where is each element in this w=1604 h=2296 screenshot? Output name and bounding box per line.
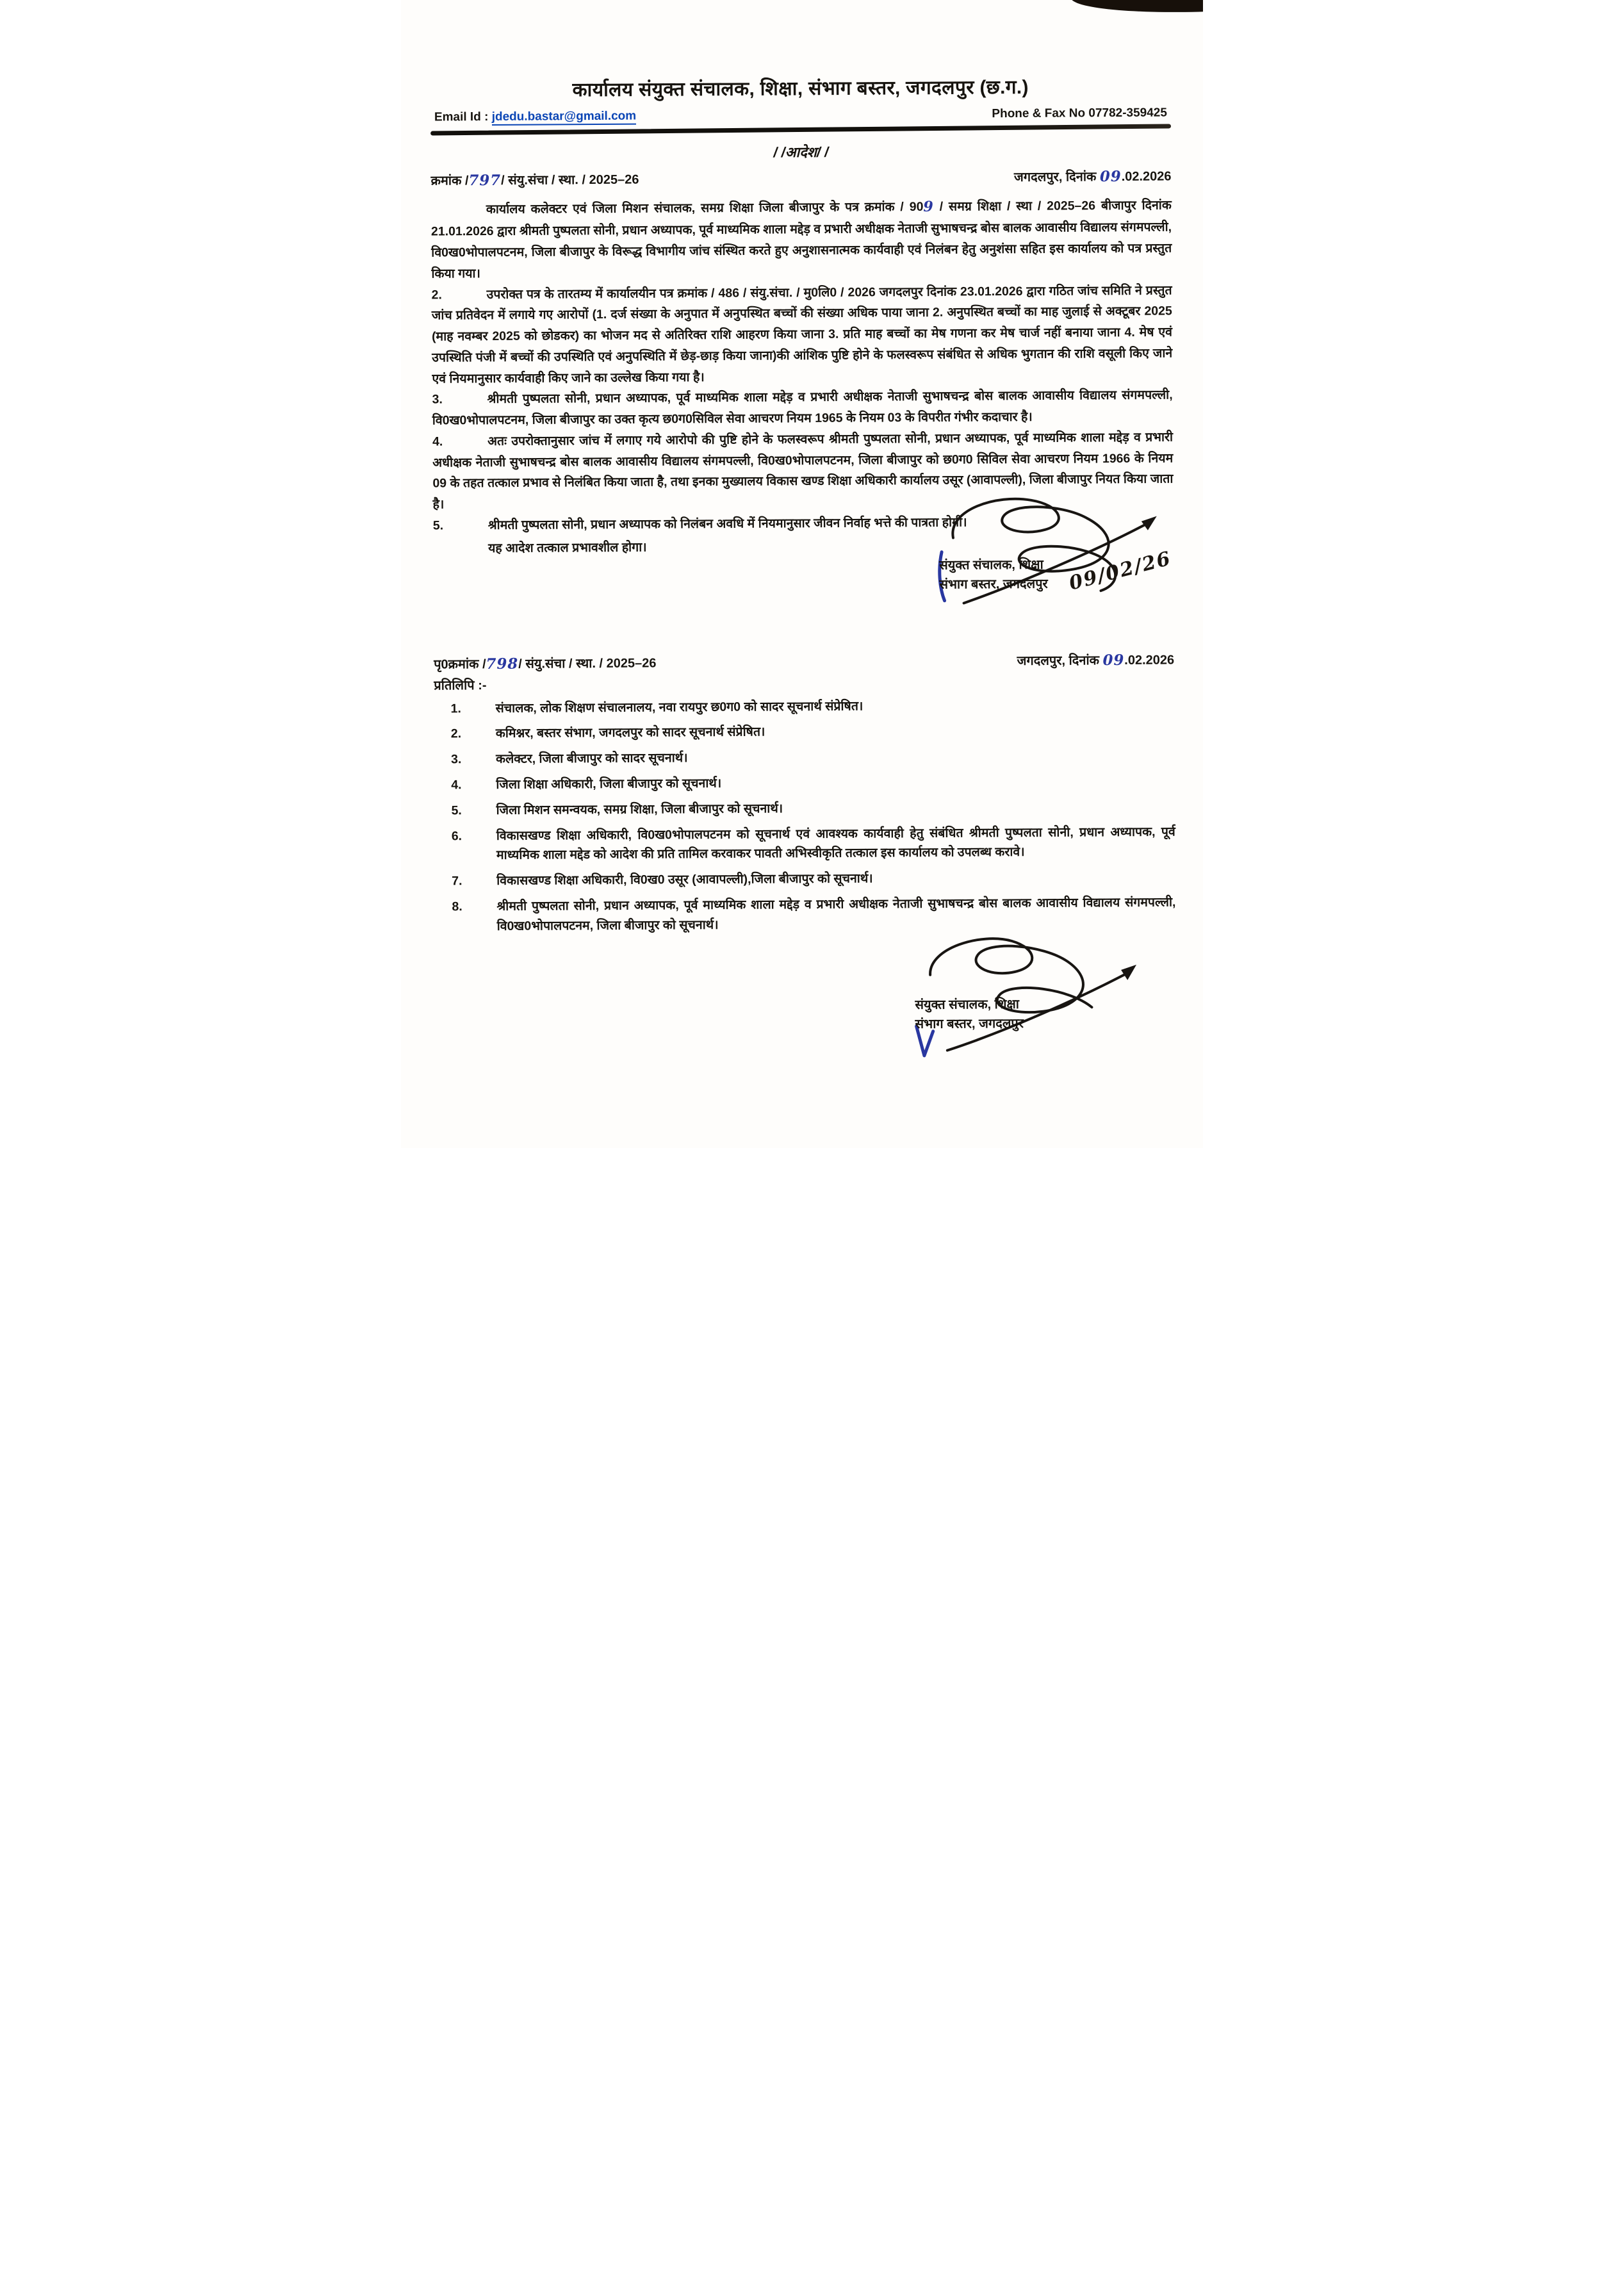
paragraph-2-number: 2.	[431, 288, 442, 302]
paragraph-3	[432, 385, 1173, 432]
endorsement-date-suffix: .02.2026	[1124, 653, 1175, 668]
letterhead-contact-row	[430, 106, 1171, 124]
handwritten-ref-number: 797	[468, 172, 502, 190]
signatory-bottom-line-2: संभाग बस्तर, जगदलपुर	[915, 1016, 1024, 1031]
paragraph-4-number: 4.	[432, 434, 443, 449]
copy-item-5-number: 5.	[451, 803, 462, 818]
date-suffix: .02.2026	[1121, 169, 1172, 184]
copy-item-7-text: विकासखण्ड शिक्षा अधिकारी, वि0ख0 उसूर (आवापल्ली),जिला बीजापुर को सूचनार्थ।	[496, 871, 873, 889]
paragraph-3-number: 3.	[432, 392, 443, 407]
paragraph-5-number: 5.	[432, 518, 444, 533]
endorsement-number-line	[434, 653, 657, 672]
paragraph-3-text: श्रीमती पुष्पलता सोनी, प्रधान अध्यापक, पूर्व माध्यमिक शाला मद्देड़ व प्रभारी अधीक्षक नेताजी सुभाषचन्द्र बोस बालक आवासीय विद्यालय संगमपल्ली, वि0ख0भोपालपटनम, जिला बीजापुर का उक्त कृत्य छ0ग0सिविल सेवा आचरण नियम 1965 के नियम 03 के विपरीत गंभीर कदाचार है।	[432, 388, 1173, 428]
paragraph-4-text: अतः उपरोक्तानुसार जांच में लगाए गये आरोपो की पुष्टि होने के फलस्वरूप श्रीमती पुष्पलता सोनी, प्रधान अध्यापक, पूर्व माध्यमिक शाला मद्देड़ व प्रभारी अधीक्षक नेताजी सुभाषचन्द्र बोस बालक आवासीय विद्यालय संगमपल्ली, वि0ख0भोपालपटनम, जिला बीजापुर को छ0ग0 सिविल सेवा आचरण नियम 1966 के नियम 09 के तहत तत्काल प्रभाव से निलंबित किया जाता है, तथा इनका मुख्यालय विकास खण्ड शिक्षा अधिकारी कार्यालय उसूर (आवापल्ली), जिला बीजापुर नियत किया जाता है।	[432, 430, 1174, 512]
document-body	[401, 0, 1203, 1087]
paragraph-5-text: श्रीमती पुष्पलता सोनी, प्रधान अध्यापक को निलंबन अवधि में नियमानुसार जीवन निर्वाह भत्ते की पात्रता होगी।	[487, 515, 967, 532]
copy-item-8-text: श्रीमती पुष्पलता सोनी, प्रधान अध्यापक, पूर्व माध्यमिक शाला मद्देड़ व प्रभारी अधीक्षक नेताजी सुभाषचन्द्र बोस बालक आवासीय विद्यालय संगमपल्ली, वि0ख0भोपालपटनम, जिला बीजापुर को सूचनार्थ।	[496, 895, 1176, 933]
copy-item-7-number: 7.	[452, 874, 462, 889]
place-date-line	[1014, 167, 1172, 184]
paragraph-2	[432, 280, 1173, 390]
copy-item-7	[435, 867, 1175, 892]
email-label: Email Id :	[434, 110, 492, 124]
paragraph-1-pre: कार्यालय कलेक्टर एवं जिला मिशन संचालक, समग्र शिक्षा जिला बीजापुर के पत्र क्रमांक / 90	[486, 199, 924, 217]
handwritten-date-day: 09	[1099, 168, 1122, 186]
copy-item-2-number: 2.	[450, 726, 462, 741]
copy-item-3	[434, 746, 1175, 770]
paragraph-2-text: उपरोक्त पत्र के तारतम्य में कार्यालयीन पत्र क्रमांक / 486 / संयु.संचा. / मु0लि0 / 2026 जगदलपुर दिनांक 23.01.2026 द्वारा गठित जांच समिति ने प्रस्तुत जांच प्रतिवेदन में लगाये गए आरोपों (1. दर्ज संख्या के अनुपात में अनुपस्थित बच्चों की संख्या अधिक पाया जाना 2. अनुपस्थित बच्चों का माह जुलाई से अक्टूबर 2025 (माह नवम्बर 2025 को छोडकर) का भोजन मद से अतिरिक्त राशि आहरण किया जाना 3. प्रति माह बच्चों का मेष गणना कर मेष चार्ज नहीं बनाया जाना 4. मेष एवं उपस्थिति पंजी में बच्चों की उपस्थिति एवं अनुपस्थिति में छेड़-छाड़ किया जाना)की आंशिक पुष्टि होने के फलस्वरूप संबंधित से अधिक भुगतान की राशि वसूली किए जाने एवं नियमानुसार कार्यवाही किए जाने का उल्लेख किया गया है।	[431, 283, 1173, 386]
reference-number-line	[430, 170, 639, 189]
closing-line: यह आदेश तत्काल प्रभावशील होगा।	[487, 540, 647, 555]
copy-item-3-number: 3.	[450, 752, 462, 767]
copy-item-5-text: जिला मिशन समन्वयक, समग्र शिक्षा, जिला बीजापुर को सूचनार्थ।	[496, 801, 783, 817]
letterhead-divider	[430, 124, 1171, 135]
signatory-line-1: संयुक्त संचालक, शिक्षा	[939, 557, 1043, 573]
copy-item-3-text: कलेक्टर, जिला बीजापुर को सादर सूचनार्थ।	[495, 751, 688, 767]
handwritten-signature-date: 09/02/26	[1067, 546, 1174, 595]
signatory-designation-bottom	[899, 932, 1137, 1033]
signatory-bottom-line-1: संयुक्त संचालक, शिक्षा	[915, 997, 1020, 1012]
signature-block	[924, 493, 1174, 595]
signatory-designation	[924, 493, 1161, 594]
ref-prefix: क्रमांक /	[430, 174, 469, 188]
copy-item-1-text: संचालक, लोक शिक्षण संचालनालय, नवा रायपुर छ0ग0 को सादर सूचनार्थ संप्रेषित।	[495, 699, 863, 716]
endorsement-prefix: पृ0क्रमांक /	[434, 657, 486, 672]
copy-item-8-number: 8.	[452, 899, 462, 914]
copy-item-2-text: कमिश्नर, बस्तर संभाग, जगदलपुर को सादर सूचनार्थ संप्रेषित।	[495, 725, 765, 741]
copy-item-1-number: 1.	[450, 701, 461, 716]
signatory-line-2: संभाग बस्तर, जगदलपुर	[939, 577, 1048, 592]
office-title: कार्यालय संयुक्त संचालक, शिक्षा, संभाग बस्तर, जगदलपुर (छ.ग.)	[572, 76, 1029, 101]
paragraph-1-post: / समग्र शिक्षा / स्था / 2025–26 बीजापुर दिनांक 21.01.2026 द्वारा श्रीमती पुष्पलता सोनी, प्रधान अध्यापक, पूर्व माध्यमिक शाला मद्देड़ व प्रभारी अधीक्षक नेताजी सुभाषचन्द्र बोस बालक आवासीय विद्यालय संगमपल्ली, वि0ख0भोपालपटनम, जिला बीजापुर के विरूद्ध विभागीय जांच संस्थित करते हुए अनुशासनात्मक कार्यवाही एवं निलंबन हेतु अनुशंसा सहित इस कार्यालय को पत्र प्रस्तुत किया गया।	[430, 198, 1172, 281]
copies-label: प्रतिलिपि :-	[434, 678, 487, 693]
handwritten-endorsement-number: 798	[486, 655, 519, 673]
copy-item-2	[434, 720, 1175, 744]
reference-row	[430, 167, 1171, 188]
copy-item-8	[435, 892, 1175, 937]
handwritten-digit: 9	[923, 198, 934, 215]
endorsement-suffix: / संयु.संचा / स्था. / 2025–26	[518, 655, 657, 671]
copy-item-6-text: विकासखण्ड शिक्षा अधिकारी, वि0ख0भोपालपटनम को सूचनार्थ एवं आवश्यक कार्यवाही हेतु संबंधित श्रीमती पुष्पलता सोनी, प्रधान अध्यापक, पूर्व माध्यमिक शाला मद्देड को आदेश की प्रति तामिल करवाकर पावती अभिस्वीकृति तत्काल इस कार्यालय को उपलब्ध करावे।	[496, 824, 1175, 863]
endorsement-place-prefix: जगदलपुर, दिनांक	[1017, 653, 1103, 668]
email-link[interactable]: jdedu.bastar@gmail.com	[492, 110, 637, 126]
phone-fax: Phone & Fax No 07782-359425	[992, 106, 1167, 121]
copy-item-4-text: जिला शिक्षा अधिकारी, जिला बीजापुर को सूचनार्थ।	[496, 776, 722, 792]
order-heading: / /आदेश/ /	[773, 144, 829, 161]
endorsement-place-date	[1017, 650, 1175, 668]
signature-area-bottom	[436, 932, 1177, 1068]
copy-item-6-number: 6.	[451, 828, 462, 843]
scanned-order-page	[401, 0, 1203, 1148]
handwritten-endorsement-day: 09	[1102, 652, 1125, 669]
signature-block-bottom	[899, 932, 1137, 1033]
copy-item-1	[434, 694, 1174, 719]
copy-item-5	[434, 796, 1175, 821]
email-line	[434, 110, 636, 125]
endorsement-row	[434, 650, 1174, 672]
copies-list	[434, 694, 1175, 937]
place-date-prefix: जगदलपुर, दिनांक	[1013, 170, 1100, 184]
copy-item-4	[434, 771, 1175, 795]
copy-item-6	[435, 822, 1175, 866]
ref-suffix: / संयु.संचा / स्था. / 2025–26	[501, 172, 639, 188]
paragraph-1	[431, 193, 1172, 284]
copy-item-4-number: 4.	[451, 778, 462, 792]
